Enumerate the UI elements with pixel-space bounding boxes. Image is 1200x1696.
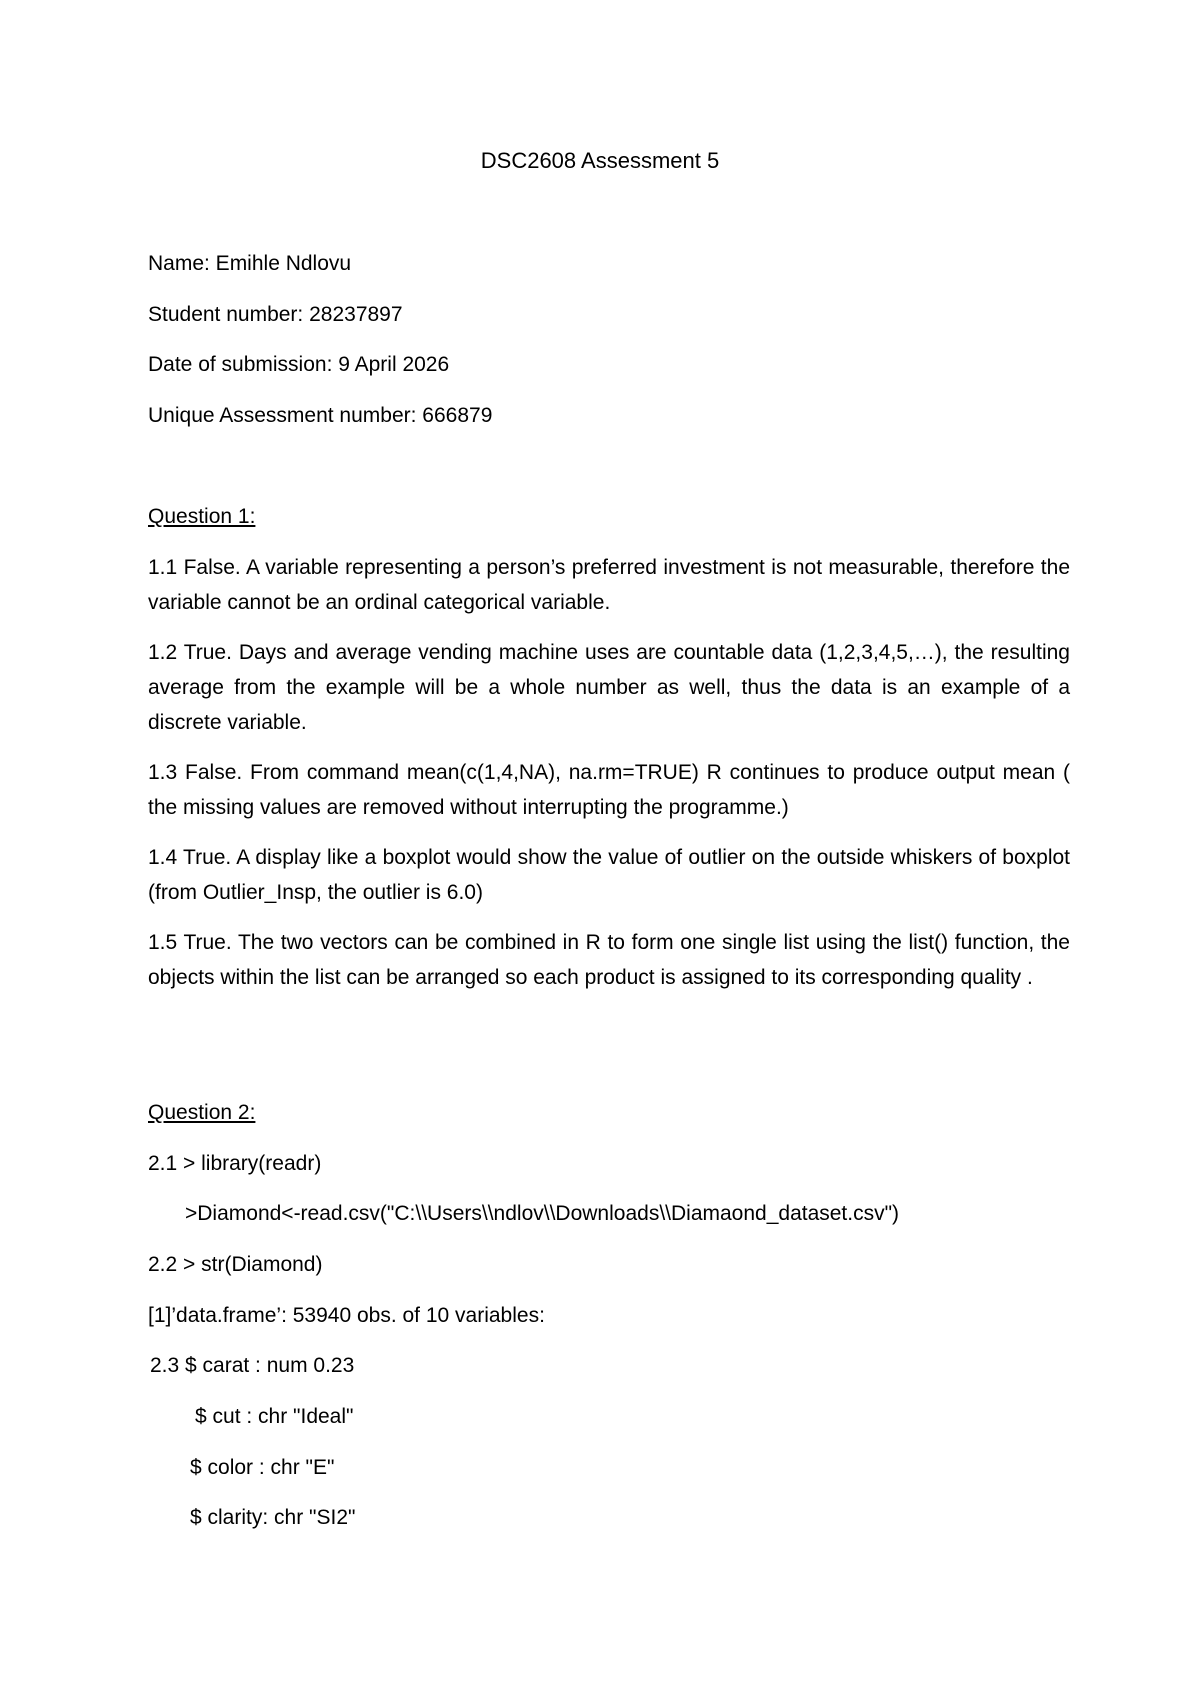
student-name: Name: Emihle Ndlovu (148, 252, 352, 275)
document-title: DSC2608 Assessment 5 (480, 148, 720, 173)
answer-2-2: 2.2 > str(Diamond) (148, 1253, 323, 1276)
answer-1-1: 1.1 False. A variable representing a person’s preferred investment is not measurable, therefore the variable cannot be an ordinal categorical variable. (148, 556, 1070, 614)
answer-2-1: 2.1 > library(readr) (148, 1152, 322, 1175)
submission-date: Date of submission: 9 April 2026 (148, 353, 450, 376)
answer-2-3-cut: $ cut : chr "Ideal" (195, 1405, 354, 1428)
answer-2-3-color: $ color : chr "E" (190, 1456, 335, 1479)
answer-2-3-clarity: $ clarity: chr "SI2" (190, 1506, 356, 1529)
answer-2-2-output: [1]’data.frame’: 53940 obs. of 10 variables: (148, 1304, 545, 1327)
answer-1-4: 1.4 True. A display like a boxplot would show the value of outlier on the outside whiskers of boxplot (from Outlier_Insp, the outlier is 6.0) (148, 846, 1070, 904)
question-2-heading: Question 2: (148, 1101, 256, 1124)
answer-2-3: 2.3 $ carat : num 0.23 (150, 1354, 355, 1377)
answer-1-5: 1.5 True. The two vectors can be combined in R to form one single list using the list() function, the objects within the list can be arranged so each product is assigned to its corresponding quality . (148, 931, 1070, 989)
question-1-heading: Question 1: (148, 505, 256, 528)
student-number: Student number: 28237897 (148, 303, 403, 326)
answer-1-3: 1.3 False. From command mean(c(1,4,NA), na.rm=TRUE) R continues to produce output mean ( the missing values are removed without interrupting the programme.) (148, 761, 1070, 819)
assessment-number: Unique Assessment number: 666879 (148, 404, 493, 427)
answer-1-2: 1.2 True. Days and average vending machine uses are countable data (1,2,3,4,5,…), the resulting average from the example will be a whole number as well, thus the data is an example of a discrete variable. (148, 641, 1070, 734)
answer-2-1-code: >Diamond<-read.csv("C:\\Users\\ndlov\\Downloads\\Diamaond_dataset.csv") (185, 1202, 900, 1225)
